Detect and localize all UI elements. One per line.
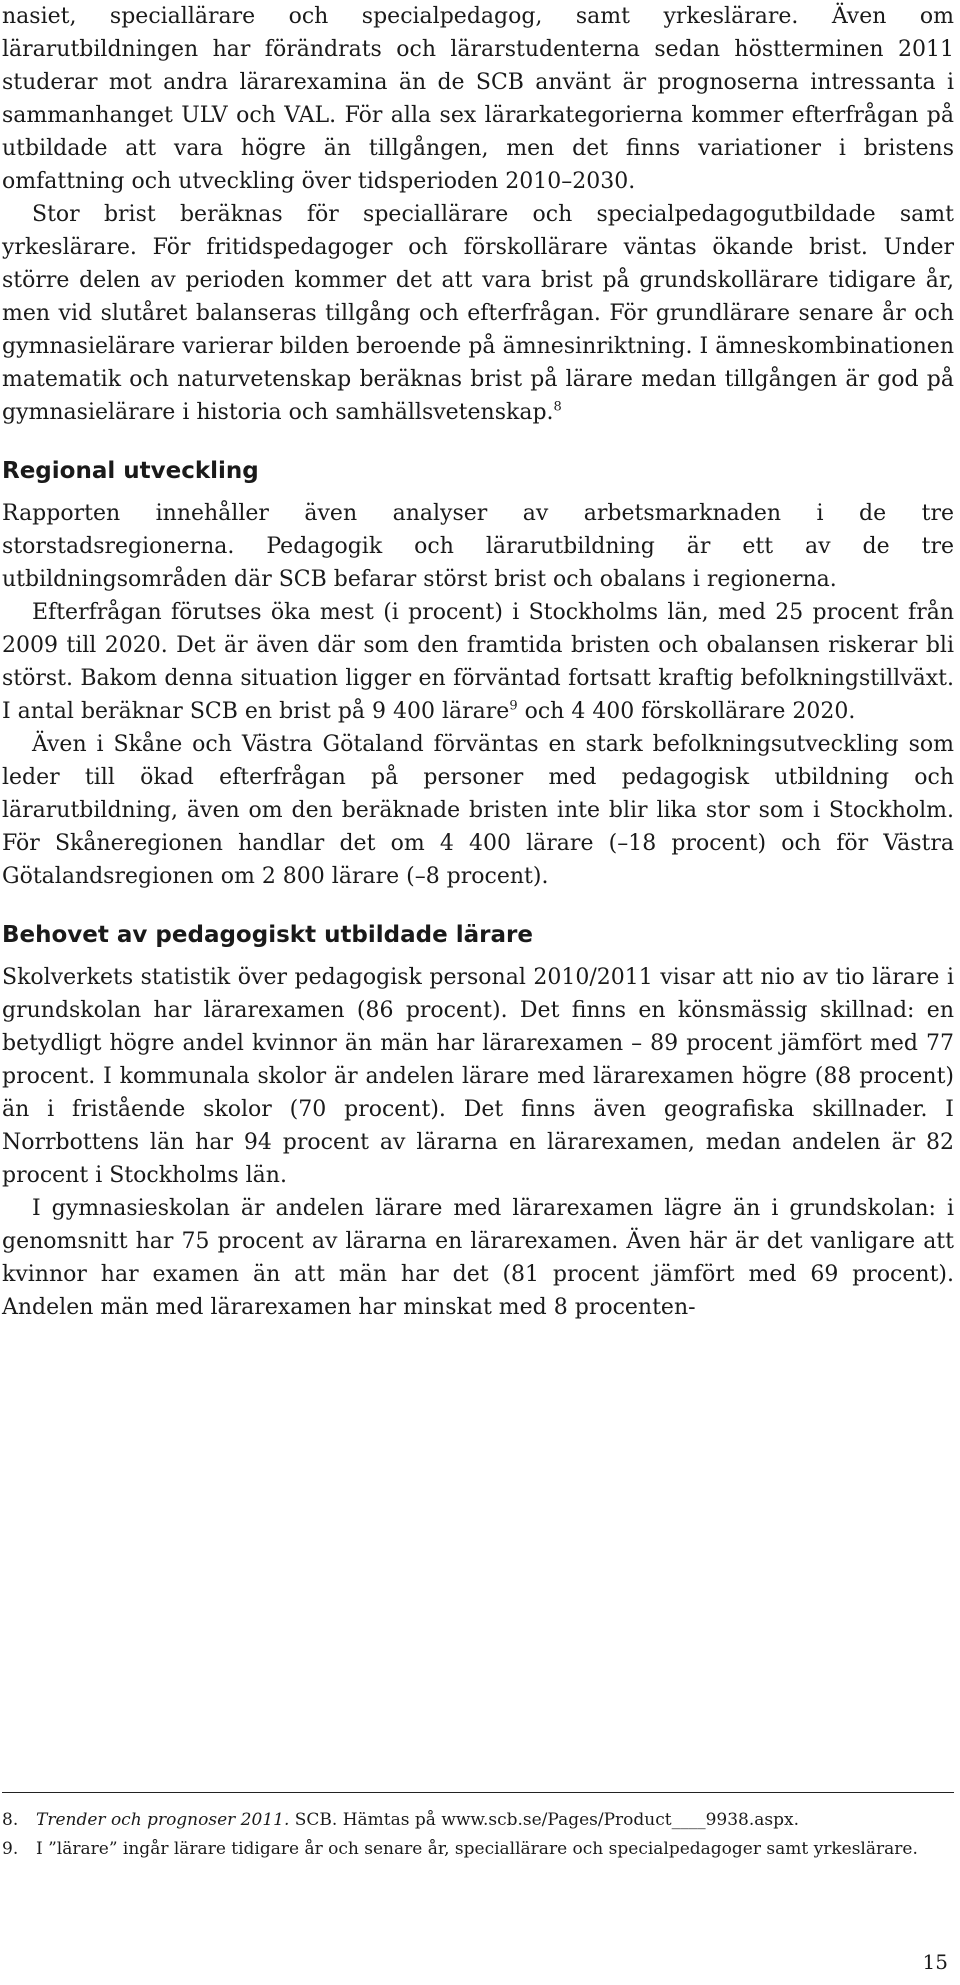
paragraph-text: Även i Skåne och Västra Götaland förväntas en stark befolkningsutveckling som leder till ökad efterfrågan på personer med pedagogisk utbildning och lärarutbildning, även om den beräknade bristen inte blir lika stor som i Stockholm. För Skåneregionen handlar det om 4 400 lärare (–18 procent) och för Västra Götalandsregionen om 2 800 lärare (–8 procent). — [2, 732, 954, 889]
section-heading-regional: Regional utveckling — [2, 458, 259, 484]
footnote-ref-9[interactable]: 9 — [509, 698, 518, 714]
footnote-ref-8[interactable]: 8 — [553, 399, 562, 415]
paragraph — [2, 961, 954, 1192]
paragraph-text: Skolverkets statistik över pedagogisk personal 2010/2011 visar att nio av tio lärare i grundskolan har lärarexamen (86 procent). Det finns en könsmässig skillnad: en betydligt högre andel kvinnor än män har lärarexamen – 89 procent jämfört med 77 procent. I kommunala skolor är andelen lärare med lärarexamen högre (88 procent) än i fristående skolor (70 procent). Det finns även geografiska skillnader. I Norrbottens län har 94 procent av lärarna en lärarexamen, medan andelen är 82 procent i Stockholms län. — [2, 965, 954, 1188]
paragraph — [2, 497, 954, 596]
footnote-text — [36, 1808, 954, 1833]
page-number: 15 — [922, 1950, 948, 1974]
footnotes — [2, 1808, 954, 1866]
footnote-source-title: Trender och prognoser 2011. — [36, 1810, 290, 1830]
paragraph — [2, 596, 954, 728]
footnote-text: I ”lärare” ingår lärare tidigare år och senare år, speciallärare och specialpedagoger samt yrkeslärare. — [36, 1839, 918, 1859]
section-heading-behovet: Behovet av pedagogiskt utbildade lärare — [2, 922, 533, 948]
paragraph-text: I gymnasieskolan är andelen lärare med lärarexamen lägre än i grundskolan: i genomsnitt har 75 procent av lärarna en lärarexamen. Även här är det vanligare att kvinnor har examen än att män har det (81 procent jämfört med 69 procent). Andelen män med lärarexamen har minskat med 8 procenten- — [2, 1196, 954, 1320]
paragraph-text: Rapporten innehåller även analyser av arbetsmarknaden i de tre storstadsregionerna. Pedagogik och lärarutbildning är ett av de tre utbildningsområden där SCB befarar störst brist och obalans i regionerna. — [2, 501, 954, 592]
paragraph — [2, 0, 954, 198]
paragraph — [2, 728, 954, 893]
paragraph-text: nasiet, speciallärare och specialpedagog, samt yrkeslärare. Även om lärarutbildningen har förändrats och lärarstudenterna sedan höstterminen 2011 studerar mot andra lärarexamina än de SCB använt är prognoserna intressanta i sammanhanget ULV och VAL. För alla sex lärarkategorierna kommer efterfrågan på utbildade att vara högre än tillgången, men det finns variationer i bristens omfattning och utveckling över tidsperioden 2010–2030. — [2, 4, 954, 194]
footnote-source-rest[interactable]: SCB. Hämtas på www.scb.se/Pages/Product____9938.aspx. — [289, 1810, 799, 1830]
paragraph-text: Efterfrågan förutses öka mest (i procent) i Stockholms län, med 25 procent från 2009 till 2020. Det är även där som den framtida bristen och obalansen riskerar bli störst. Bakom denna situation ligger en förväntad fortsatt kraftig befolkningstillväxt. I antal beräknar SCB en brist på 9 400 lärare — [2, 600, 954, 724]
footnote-divider — [2, 1792, 954, 1793]
footnote-8 — [2, 1808, 954, 1833]
paragraph — [2, 1192, 954, 1324]
footnote-number: 9. — [2, 1839, 19, 1859]
body-text — [2, 0, 954, 1324]
footnote-9 — [2, 1837, 954, 1862]
paragraph — [2, 198, 954, 429]
paragraph-text: och 4 400 förskollärare 2020. — [524, 699, 856, 724]
paragraph-text: Stor brist beräknas för speciallärare och specialpedagogutbildade samt yrkeslärare. För fritidspedagoger och förskollärare väntas ökande brist. Under större delen av perioden kommer det att vara brist på grundskollärare tidigare år, men vid slutåret balanseras tillgång och efterfrågan. För grundlärare senare år och gymnasielärare varierar bilden beroende på ämnesinriktning. I ämneskombinationen matematik och naturvetenskap beräknas brist på lärare medan tillgången är god på gymnasielärare i historia och samhällsvetenskap. — [2, 202, 954, 425]
footnote-number: 8. — [2, 1810, 19, 1830]
